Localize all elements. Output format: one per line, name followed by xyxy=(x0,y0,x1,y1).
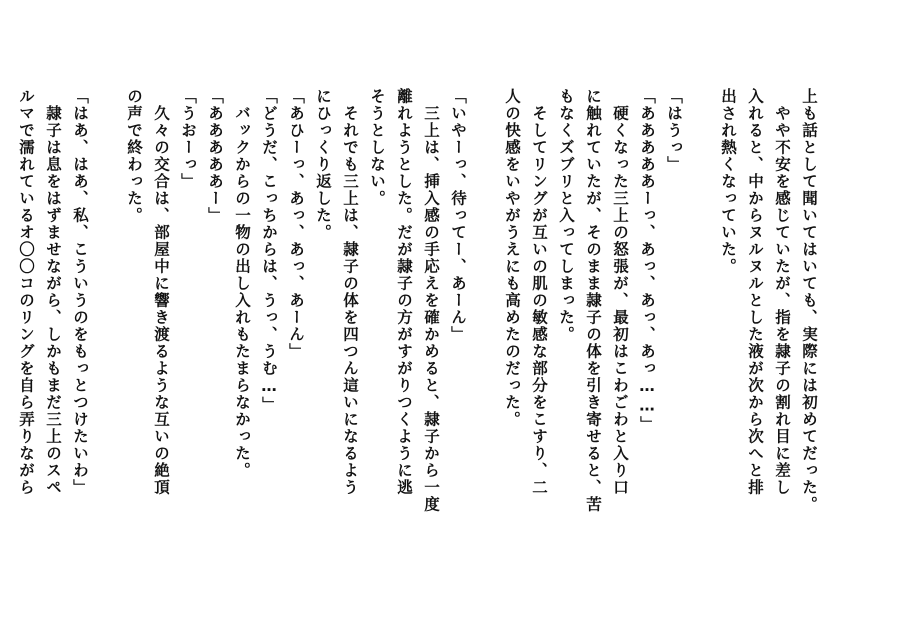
paragraph-gap xyxy=(471,88,498,558)
text-line: 「あああああーっ、あっ、あっ、あっ……」 xyxy=(638,88,656,433)
text-line: 硬くなった三上の怒張が、最初はこわごわと入り口 xyxy=(611,88,629,496)
paragraph-gap xyxy=(93,88,120,558)
text-line: ルマで濡れているオ〇〇コのリングを自ら弄りながら xyxy=(17,88,35,496)
text-line: バックからの一物の出し入れもたまらなかった。 xyxy=(233,88,251,479)
text-line: 三上は、挿入感の手応えを確かめると、隷子から一度 xyxy=(422,88,440,513)
text-line: もなくズブリと入ってしまった。 xyxy=(557,88,575,343)
text-line: に触れていたが、そのまま隷子の体を引き寄せると、苦 xyxy=(584,88,602,513)
paragraph-gap xyxy=(687,88,714,558)
text-line: それでも三上は、隷子の体を四つん這いになるよう xyxy=(341,88,359,496)
text-line: 「あひーっ、あっ、あっ、あーん」 xyxy=(287,88,305,360)
text-line: そしてリングが互いの肌の敏感な部分をこすり、二 xyxy=(530,88,548,496)
text-line: 上も話として聞いてはいても、実際には初めてだった。 xyxy=(800,88,818,513)
text-line: やや不安を感じていたが、指を隷子の割れ目に差し xyxy=(773,88,791,496)
text-line: 「どうだ、こっちからは、うっ、うむ…」 xyxy=(260,88,278,414)
text-line: 「はうっ」 xyxy=(665,88,683,173)
text-line: 「あああああー」 xyxy=(206,88,224,224)
text-line: 入れると、中からヌルヌルとした液が次から次へと排 xyxy=(746,88,764,496)
text-line: 離れようとした。だが隷子の方がすがりつくように逃 xyxy=(395,88,413,496)
text-line: そうとしない。 xyxy=(368,88,386,207)
text-line: 出され熱くなっていた。 xyxy=(719,88,737,275)
text-line: 隷子は息をはずませながら、しかもまだ三上のスペ xyxy=(44,88,62,496)
vertical-text-column xyxy=(12,88,822,558)
text-line: 「うおーっ」 xyxy=(179,88,197,190)
text-line: 「いやーっ、待ってー、あーん」 xyxy=(449,88,467,343)
text-line: にひっくり返した。 xyxy=(314,88,332,241)
text-line: 人の快感をいやがうえにも高めたのだった。 xyxy=(503,88,521,428)
text-line: 久々の交合は、部屋中に響き渡るような互いの絶頂 xyxy=(152,88,170,496)
text-line: の声で終わった。 xyxy=(125,88,143,224)
text-line: 「はあ、はあ、私、こういうのをもっとつけたいわ」 xyxy=(71,88,89,496)
